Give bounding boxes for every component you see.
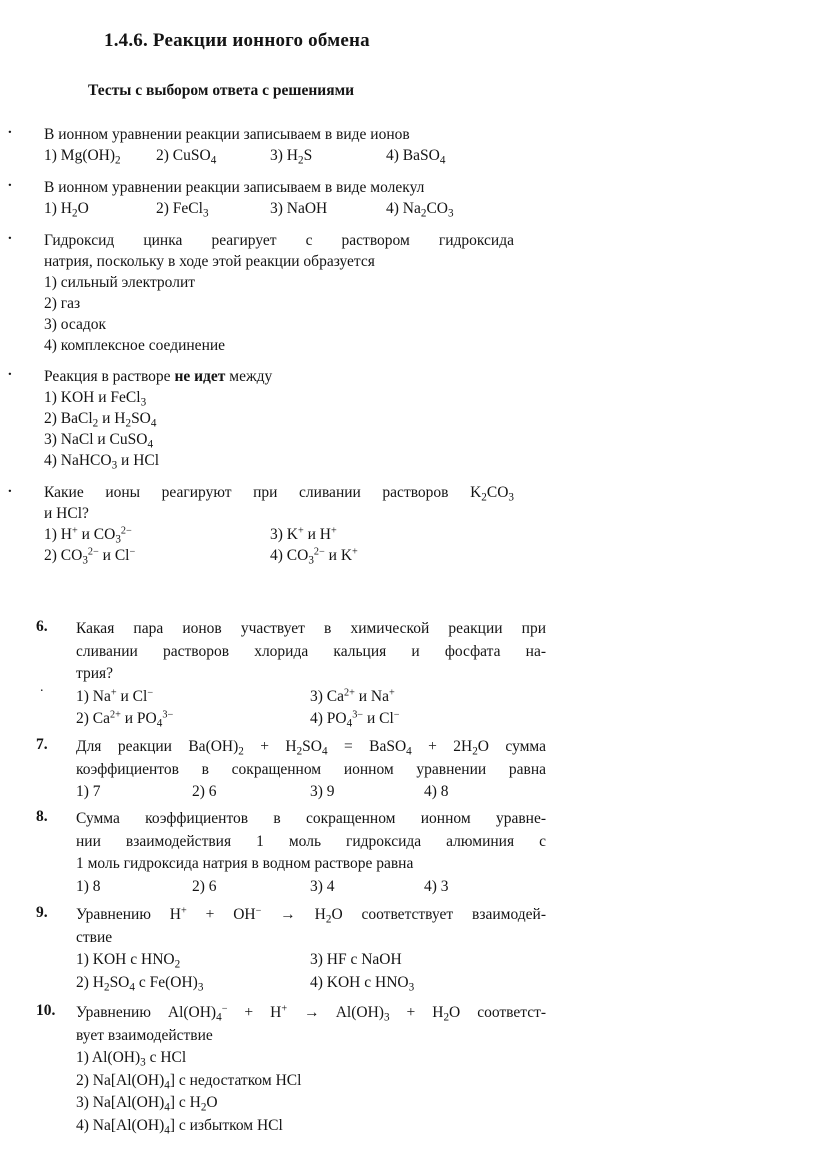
question-10-line-1: Уравнению $Al(OH)_4^- + H^+ \to Al(OH)_3 + H_2O$ соответст-	[76, 1003, 547, 1024]
question-4-text: Реакция в растворе не идет между	[44, 368, 273, 385]
question-1-option-1: 1) $Mg(OH)_2$	[44, 147, 121, 167]
question-9-line-1: Уравнению $H^+ + OH^- \to H_2O$ соответствует взаимодей-	[76, 905, 546, 926]
question-9-option-3: 3) HF с NaOH	[310, 951, 402, 968]
question-1-option-4: 4) BaSO$_4$	[386, 147, 446, 167]
question-7-option-3: 3) 9	[310, 783, 335, 800]
question-3-option-4: 4) комплексное соединение	[44, 337, 226, 354]
question-2-option-4: 4) $Na_2CO_3$	[386, 200, 454, 220]
question-9-number: 9.	[36, 904, 48, 921]
question-8-line-3: 1 моль гидроксида натрия в водном растворе равна	[76, 855, 414, 872]
question-1-options	[44, 145, 514, 166]
question-8-number: 8.	[36, 808, 48, 825]
question-6-number: 6.	[36, 618, 48, 635]
question-8-line-2: нии взаимодействия 1 моль гидроксида алюминия с	[76, 832, 546, 850]
question-10-option-4: 4) $Na[Al(OH)_4]$ с избытком HCl	[76, 1116, 283, 1136]
question-4	[44, 366, 514, 471]
question-5	[44, 482, 514, 566]
question-2-option-2: 2) FeCl$_3$	[156, 200, 209, 220]
question-5-option-1: 1) H+ и $CO_3^{2-}$	[44, 525, 132, 546]
question-7-options	[76, 781, 546, 804]
question-7-option-1: 1) 7	[76, 783, 101, 800]
question-1-bullet: .	[8, 121, 12, 137]
question-8	[76, 808, 546, 898]
question-2	[44, 177, 514, 219]
question-9-option-1: 1) KOH с $HNO_2$	[76, 951, 181, 971]
question-4-option-3: 3) NaCl и CuSO$_4$	[44, 431, 154, 451]
question-5-options-row-1	[44, 524, 514, 545]
question-7-line-2: коэффициентов в сокращенном ионном уравнении равна	[76, 760, 546, 778]
question-3-option-1: 1) сильный электролит	[44, 274, 196, 291]
question-6-options-row-1	[76, 686, 546, 709]
question-9-options-row-1	[76, 949, 546, 972]
question-9-option-2: 2) $H_2SO_4$ с $Fe(OH)_3$	[76, 973, 204, 993]
question-3-bullet: .	[8, 227, 12, 243]
question-5-line-1: Какие ионы реагируют при сливании растворов $K_2CO_3$	[44, 484, 514, 504]
question-8-option-1: 1) 8	[76, 877, 101, 895]
question-2-option-3: 3) NaOH	[270, 200, 328, 217]
question-6-line-1: Какая пара ионов участвует в химической реакции при	[76, 620, 546, 637]
question-2-option-1: 1) $H_2O$	[44, 200, 89, 220]
question-7-number: 7.	[36, 736, 48, 753]
question-3-line-2: натрия, поскольку в ходе этой реакции образуется	[44, 253, 375, 270]
question-10-option-1: 1) $Al(OH)_3$ с HCl	[76, 1049, 187, 1069]
question-5-line-2: и HCl?	[44, 505, 89, 522]
question-1-text: В ионном уравнении реакции записываем в виде ионов	[44, 126, 410, 143]
question-8-option-3: 3) 4	[310, 877, 335, 895]
question-6-option-3: 3) $Ca^{2+}$ и Na+	[310, 686, 395, 705]
question-7-option-2: 2) 6	[192, 783, 217, 800]
question-8-options	[76, 876, 546, 899]
question-8-line-1: Сумма коэффициентов в сокращенном ионном уравне-	[76, 810, 546, 827]
question-6-option-1: 1) Na+ и Cl−	[76, 686, 154, 705]
question-6-option-2: 2) $Ca^{2+}$ и $PO_4^{3-}$	[76, 709, 174, 730]
question-7	[76, 736, 546, 804]
question-3-option-3: 3) осадок	[44, 316, 107, 333]
question-4-option-4: 4) NaHCO$_3$ и HCl	[44, 452, 160, 472]
question-1	[44, 124, 514, 166]
question-6-option-4: 4) $PO_4^{3-}$ и Cl−	[310, 709, 400, 730]
question-5-options-row-2	[44, 545, 514, 566]
question-1-option-3: 3) $H_2S$	[270, 147, 313, 167]
question-5-bullet: .	[8, 480, 12, 496]
question-10-option-2: 2) $Na[Al(OH)_4]$ с недостатком HCl	[76, 1071, 302, 1091]
question-3-line-1: Гидроксид цинка реагирует с раствором гидроксида	[44, 232, 514, 249]
question-5-option-2: 2) $CO_3^{2-}$ и Cl−	[44, 546, 136, 567]
question-8-option-2: 2) 6	[192, 877, 217, 895]
margin-dot: .	[40, 680, 44, 695]
question-8-option-4: 4) 3	[424, 877, 449, 895]
question-2-bullet: .	[8, 174, 12, 190]
question-10-number: 10.	[36, 1002, 56, 1019]
question-10	[76, 1002, 546, 1137]
question-2-text: В ионном уравнении реакции записываем в виде молекул	[44, 179, 425, 196]
question-4-option-2: 2) BaCl$_2$ и $H_2SO_4$	[44, 410, 157, 430]
question-7-option-4: 4) 8	[424, 783, 449, 800]
question-6-options-row-2	[76, 708, 546, 731]
question-7-line-1: Для реакции $Ba(OH)_2 + H_2SO_4$ = BaSO$_4$ + $2H_2O$ сумма	[76, 738, 546, 758]
section-subtitle: Тесты с выбором ответа с решениями	[88, 82, 355, 99]
question-3-option-2: 2) газ	[44, 295, 81, 312]
question-9-options-row-2	[76, 972, 546, 995]
question-10-line-2: вует взаимодействие	[76, 1026, 213, 1044]
question-9	[76, 904, 546, 994]
question-4-bullet: .	[8, 363, 12, 379]
question-5-option-4: 4) $CO_3^{2-}$ и K+	[270, 546, 358, 567]
question-9-line-2: ствие	[76, 928, 113, 946]
question-2-options	[44, 198, 514, 219]
question-4-option-1: 1) KOH и FeCl$_3$	[44, 389, 147, 409]
question-6-line-3: трия?	[76, 665, 114, 682]
question-1-option-2: 2) CuSO$_4$	[156, 147, 217, 167]
section-title: 1.4.6. Реакции ионного обмена	[104, 30, 370, 51]
question-3	[44, 230, 514, 356]
question-6-line-2: сливании растворов хлорида кальция и фосфата на-	[76, 642, 546, 660]
question-6	[76, 618, 546, 731]
question-5-option-3: 3) K+ и H+	[270, 525, 337, 543]
question-10-option-3: 3) $Na[Al(OH)_4]$ с $H_2O$	[76, 1094, 218, 1114]
question-9-option-4: 4) KOH с $HNO_3$	[310, 973, 415, 993]
